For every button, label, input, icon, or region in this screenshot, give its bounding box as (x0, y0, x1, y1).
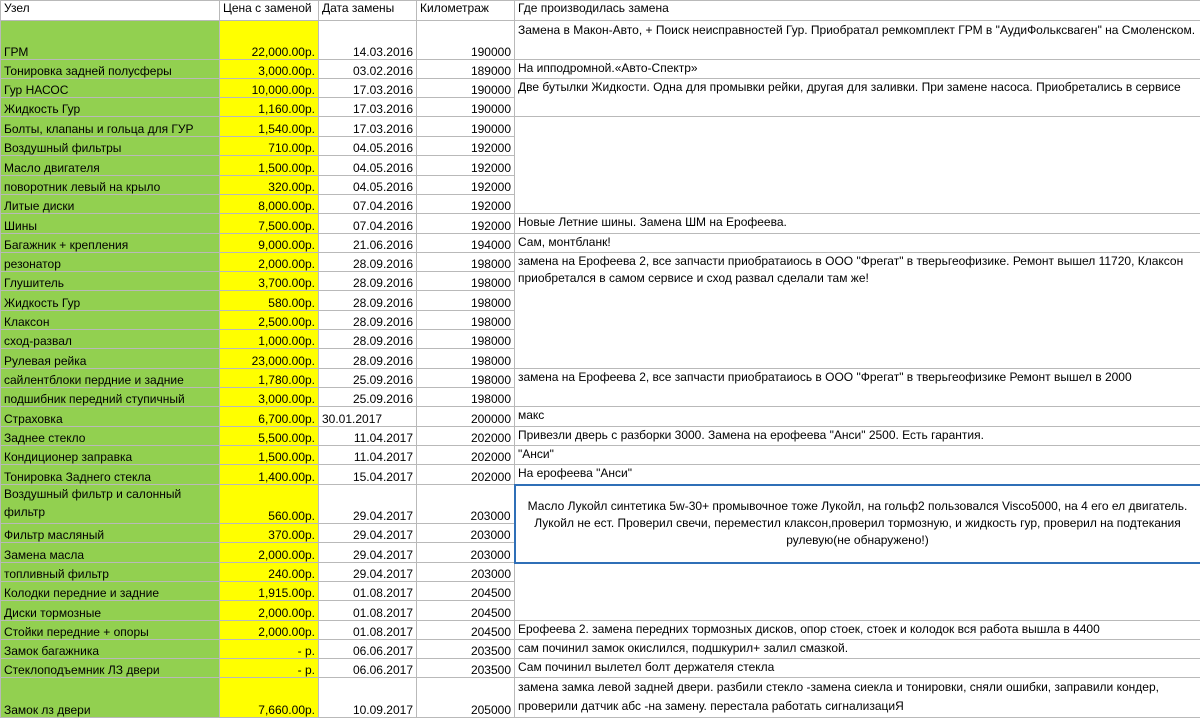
cell-price[interactable]: 1,540.00р. (220, 117, 319, 137)
cell-part-name[interactable]: Стойки передние + опоры (1, 621, 220, 640)
cell-price[interactable]: 320.00р. (220, 176, 319, 195)
cell-price[interactable]: 8,000.00р. (220, 195, 319, 214)
cell-date[interactable]: 28.09.2016 (319, 272, 417, 291)
table-row (1, 465, 1200, 485)
cell-km[interactable]: 192000 (417, 195, 515, 214)
cell-note[interactable]: "Анси" (515, 446, 1200, 465)
cell-km[interactable]: 190000 (417, 98, 515, 117)
cell-price[interactable]: - р. (220, 640, 319, 659)
cell-date[interactable]: 03.02.2016 (319, 60, 417, 79)
cell-km[interactable]: 198000 (417, 272, 515, 291)
cell-km[interactable]: 192000 (417, 176, 515, 195)
cell-part-name[interactable]: Замена масла (1, 543, 220, 563)
cell-km[interactable]: 203500 (417, 659, 515, 678)
cell-date[interactable]: 29.04.2017 (319, 485, 417, 524)
table-row (1, 659, 1200, 678)
table-row (1, 60, 1200, 79)
cell-date[interactable]: 25.09.2016 (319, 388, 417, 407)
cell-km[interactable]: 203000 (417, 543, 515, 563)
cell-km[interactable]: 190000 (417, 79, 515, 98)
cell-price[interactable]: 7,500.00р. (220, 214, 319, 234)
cell-date[interactable]: 29.04.2017 (319, 543, 417, 563)
cell-km[interactable]: 204500 (417, 621, 515, 640)
cell-km[interactable]: 190000 (417, 117, 515, 137)
table-row (1, 79, 1200, 98)
cell-part-name[interactable]: Масло двигателя (1, 156, 220, 176)
cell-date[interactable]: 28.09.2016 (319, 349, 417, 369)
cell-price[interactable]: 2,000.00р. (220, 601, 319, 621)
cell-date[interactable]: 11.04.2017 (319, 427, 417, 446)
cell-date[interactable]: 30.01.2017 (319, 407, 417, 427)
cell-km[interactable]: 198000 (417, 388, 515, 407)
table-row (1, 678, 1200, 718)
cell-km[interactable]: 189000 (417, 60, 515, 79)
cell-km[interactable]: 198000 (417, 311, 515, 330)
cell-km[interactable]: 190000 (417, 21, 515, 60)
cell-part-name[interactable]: Страховка (1, 407, 220, 427)
cell-price[interactable]: 23,000.00р. (220, 349, 319, 369)
cell-km[interactable]: 202000 (417, 465, 515, 485)
cell-part-name[interactable]: Тонировка Заднего стекла (1, 465, 220, 485)
cell-part-name[interactable]: ГРМ (1, 21, 220, 60)
header-row (1, 1, 1200, 21)
cell-price[interactable]: 1,000.00р. (220, 330, 319, 349)
cell-price[interactable]: 710.00р. (220, 137, 319, 156)
cell-note[interactable]: Замена в Макон-Авто, + Поиск неисправностей Гур. Приобратал ремкомплект ГРМ в "АудиФольксваген" на Смоленском. (515, 21, 1200, 60)
cell-note-selected[interactable]: Масло Лукойл синтетика 5w-30+ промывочное тоже Лукойл, на гольф2 пользовался Visco5000, на 4 его ел двигатель. Лукойл не ест. Проверил свечи, переместил клаксон,проверил тормозную, и жидкость гур, проверил на подтекания рулевую(не обнаружено!) (515, 485, 1200, 563)
cell-note[interactable]: Сам, монтбланк! (515, 234, 1200, 253)
cell-date[interactable]: 01.08.2017 (319, 601, 417, 621)
cell-part-name[interactable]: Диски тормозные (1, 601, 220, 621)
cell-note[interactable]: сам починил замок окислился, подшкурил+ залил смазкой. (515, 640, 1200, 659)
cell-km[interactable]: 205000 (417, 678, 515, 718)
cell-km[interactable]: 198000 (417, 369, 515, 388)
table-row (1, 21, 1200, 60)
cell-price[interactable]: 7,660.00р. (220, 678, 319, 718)
cell-part-name[interactable]: подшибник передний ступичный (1, 388, 220, 407)
cell-date[interactable]: 28.09.2016 (319, 330, 417, 349)
table-row (1, 234, 1200, 253)
cell-note[interactable]: На ипподромной.«Авто-Спектр» (515, 60, 1200, 79)
cell-part-name[interactable]: Жидкость Гур (1, 291, 220, 311)
cell-km[interactable]: 204500 (417, 582, 515, 601)
cell-part-name[interactable]: Глушитель (1, 272, 220, 291)
cell-date[interactable]: 29.04.2017 (319, 563, 417, 582)
cell-note[interactable]: макс (515, 407, 1200, 427)
header-where[interactable]: Где производилась замена (515, 1, 1200, 21)
cell-date[interactable]: 06.06.2017 (319, 640, 417, 659)
cell-date[interactable]: 10.09.2017 (319, 678, 417, 718)
cell-date[interactable]: 17.03.2016 (319, 98, 417, 117)
cell-km[interactable]: 200000 (417, 407, 515, 427)
cell-price[interactable]: 2,500.00р. (220, 311, 319, 330)
cell-price[interactable]: 1,160.00р. (220, 98, 319, 117)
cell-date[interactable]: 17.03.2016 (319, 117, 417, 137)
cell-price[interactable]: 3,000.00р. (220, 60, 319, 79)
cell-part-name[interactable]: Колодки передние и задние (1, 582, 220, 601)
cell-note[interactable]: Привезли дверь с разборки 3000. Замена на ерофеева "Анси" 2500. Есть гарантия. (515, 427, 1200, 446)
cell-price[interactable]: 1,500.00р. (220, 156, 319, 176)
cell-price[interactable]: 2,000.00р. (220, 253, 319, 272)
cell-part-name[interactable]: Фильтр масляный (1, 524, 220, 543)
cell-date[interactable]: 07.04.2016 (319, 214, 417, 234)
table-row (1, 485, 1200, 524)
cell-km[interactable]: 198000 (417, 349, 515, 369)
cell-price[interactable]: 6,700.00р. (220, 407, 319, 427)
cell-date[interactable]: 11.04.2017 (319, 446, 417, 465)
table-row (1, 253, 1200, 272)
cell-part-name[interactable]: резонатор (1, 253, 220, 272)
cell-note[interactable]: Новые Летние шины. Замена ШМ на Ерофеева. (515, 214, 1200, 234)
cell-date[interactable]: 01.08.2017 (319, 582, 417, 601)
cell-km[interactable]: 198000 (417, 291, 515, 311)
cell-part-name[interactable]: Воздушный фильтры (1, 137, 220, 156)
cell-note[interactable] (515, 563, 1200, 621)
cell-date[interactable]: 04.05.2016 (319, 137, 417, 156)
header-price[interactable]: Цена с заменой (220, 1, 319, 21)
cell-part-name[interactable]: Замок багажника (1, 640, 220, 659)
cell-km[interactable]: 203000 (417, 563, 515, 582)
cell-part-name-line: Воздушный фильтр и салонный (4, 487, 182, 501)
cell-km[interactable]: 202000 (417, 427, 515, 446)
table-row (1, 640, 1200, 659)
cell-date[interactable]: 17.03.2016 (319, 79, 417, 98)
cell-note[interactable] (515, 117, 1200, 214)
cell-km[interactable]: 198000 (417, 253, 515, 272)
cell-km[interactable]: 203000 (417, 524, 515, 543)
header-km[interactable]: Километраж (417, 1, 515, 21)
cell-part-name[interactable]: Жидкость Гур (1, 98, 220, 117)
cell-part-name[interactable]: топливный фильтр (1, 563, 220, 582)
cell-price[interactable]: 3,000.00р. (220, 388, 319, 407)
cell-price[interactable]: 2,000.00р. (220, 621, 319, 640)
cell-part-name[interactable]: Шины (1, 214, 220, 234)
cell-note[interactable]: Две бутылки Жидкости. Одна для промывки рейки, другая для заливки. При замене насоса. Приобретались в сервисе (515, 79, 1200, 117)
cell-km[interactable]: 194000 (417, 234, 515, 253)
table-row (1, 621, 1200, 640)
cell-date[interactable]: 07.04.2016 (319, 195, 417, 214)
cell-km[interactable]: 192000 (417, 137, 515, 156)
cell-price[interactable]: 370.00р. (220, 524, 319, 543)
cell-km[interactable]: 203000 (417, 485, 515, 524)
cell-part-name[interactable]: Гур НАСОС (1, 79, 220, 98)
cell-part-name[interactable]: Кондиционер заправка (1, 446, 220, 465)
cell-km[interactable]: 202000 (417, 446, 515, 465)
cell-part-name[interactable]: Рулевая рейка (1, 349, 220, 369)
cell-km[interactable]: 204500 (417, 601, 515, 621)
cell-price[interactable]: 1,915.00р. (220, 582, 319, 601)
cell-part-name-line: фильтр (4, 505, 46, 519)
cell-km[interactable]: 192000 (417, 214, 515, 234)
cell-price[interactable]: 560.00р. (220, 485, 319, 524)
cell-date[interactable]: 29.04.2017 (319, 524, 417, 543)
cell-note[interactable]: Сам починил вылетел болт держателя стекла (515, 659, 1200, 678)
cell-date[interactable]: 28.09.2016 (319, 253, 417, 272)
cell-part-name[interactable]: Тонировка задней полусферы (1, 60, 220, 79)
cell-date[interactable]: 14.03.2016 (319, 21, 417, 60)
cell-part-name[interactable]: сайлентблоки пердние и задние (1, 369, 220, 388)
cell-note[interactable]: На ерофеева "Анси" (515, 465, 1200, 485)
cell-km[interactable]: 203500 (417, 640, 515, 659)
table-row (1, 214, 1200, 234)
cell-price[interactable]: 22,000.00р. (220, 21, 319, 60)
cell-date[interactable]: 01.08.2017 (319, 621, 417, 640)
cell-price[interactable]: 1,780.00р. (220, 369, 319, 388)
cell-date[interactable]: 15.04.2017 (319, 465, 417, 485)
table-row (1, 407, 1200, 427)
cell-price[interactable]: 5,500.00р. (220, 427, 319, 446)
header-date[interactable]: Дата замены (319, 1, 417, 21)
cell-date[interactable]: 06.06.2017 (319, 659, 417, 678)
cell-price[interactable]: 240.00р. (220, 563, 319, 582)
cell-part-name[interactable]: Заднее стекло (1, 427, 220, 446)
cell-price[interactable]: 580.00р. (220, 291, 319, 311)
table-row (1, 117, 1200, 137)
cell-part-name[interactable]: Литые диски (1, 195, 220, 214)
cell-note[interactable]: замена на Ерофеева 2, все запчасти приобратаиось в ООО "Фрегат" в тверьгеофизике Ремонт вышел в 2000 (515, 369, 1200, 407)
cell-part-name[interactable]: Багажник + крепления (1, 234, 220, 253)
table-row (1, 369, 1200, 388)
cell-price[interactable]: 2,000.00р. (220, 543, 319, 563)
table-row (1, 563, 1200, 582)
cell-date[interactable]: 28.09.2016 (319, 291, 417, 311)
cell-note[interactable]: Ерофеева 2. замена передних тормозных дисков, опор стоек, стоек и колодок вся работа вышла в 4400 (515, 621, 1200, 640)
cell-part-name[interactable]: Клаксон (1, 311, 220, 330)
cell-km[interactable]: 192000 (417, 156, 515, 176)
cell-date[interactable]: 21.06.2016 (319, 234, 417, 253)
cell-km[interactable]: 198000 (417, 330, 515, 349)
cell-price[interactable]: 9,000.00р. (220, 234, 319, 253)
cell-date[interactable]: 04.05.2016 (319, 176, 417, 195)
cell-price[interactable]: 3,700.00р. (220, 272, 319, 291)
cell-part-name[interactable]: Стеклоподъемник ЛЗ двери (1, 659, 220, 678)
table-row (1, 446, 1200, 465)
cell-price[interactable]: - р. (220, 659, 319, 678)
cell-date[interactable]: 04.05.2016 (319, 156, 417, 176)
cell-part-name[interactable] (1, 485, 220, 524)
table-row (1, 427, 1200, 446)
cell-date[interactable]: 25.09.2016 (319, 369, 417, 388)
cell-part-name[interactable]: сход-развал (1, 330, 220, 349)
cell-part-name[interactable]: Замок лз двери (1, 678, 220, 718)
cell-part-name[interactable]: Болты, клапаны и гольца для ГУР (1, 117, 220, 137)
header-name[interactable]: Узел (1, 1, 220, 21)
cell-note[interactable]: замена замка левой задней двери. разбили стекло -замена сиекла и тонировки, сняли ошибки, заправили кондер, проверили датчик абс -на замену. перестала работать сигнализациЯ (515, 678, 1200, 718)
cell-date[interactable]: 28.09.2016 (319, 311, 417, 330)
cell-part-name[interactable]: поворотник левый на крыло (1, 176, 220, 195)
cell-note[interactable]: замена на Ерофеева 2, все запчасти приобратаиось в ООО "Фрегат" в тверьгеофизике. Ремонт вышел 11720, Клаксон приобретался в самом сервисе и сход развал сделали там же! (515, 253, 1200, 369)
cell-price[interactable]: 10,000.00р. (220, 79, 319, 98)
cell-price[interactable]: 1,400.00р. (220, 465, 319, 485)
cell-price[interactable]: 1,500.00р. (220, 446, 319, 465)
